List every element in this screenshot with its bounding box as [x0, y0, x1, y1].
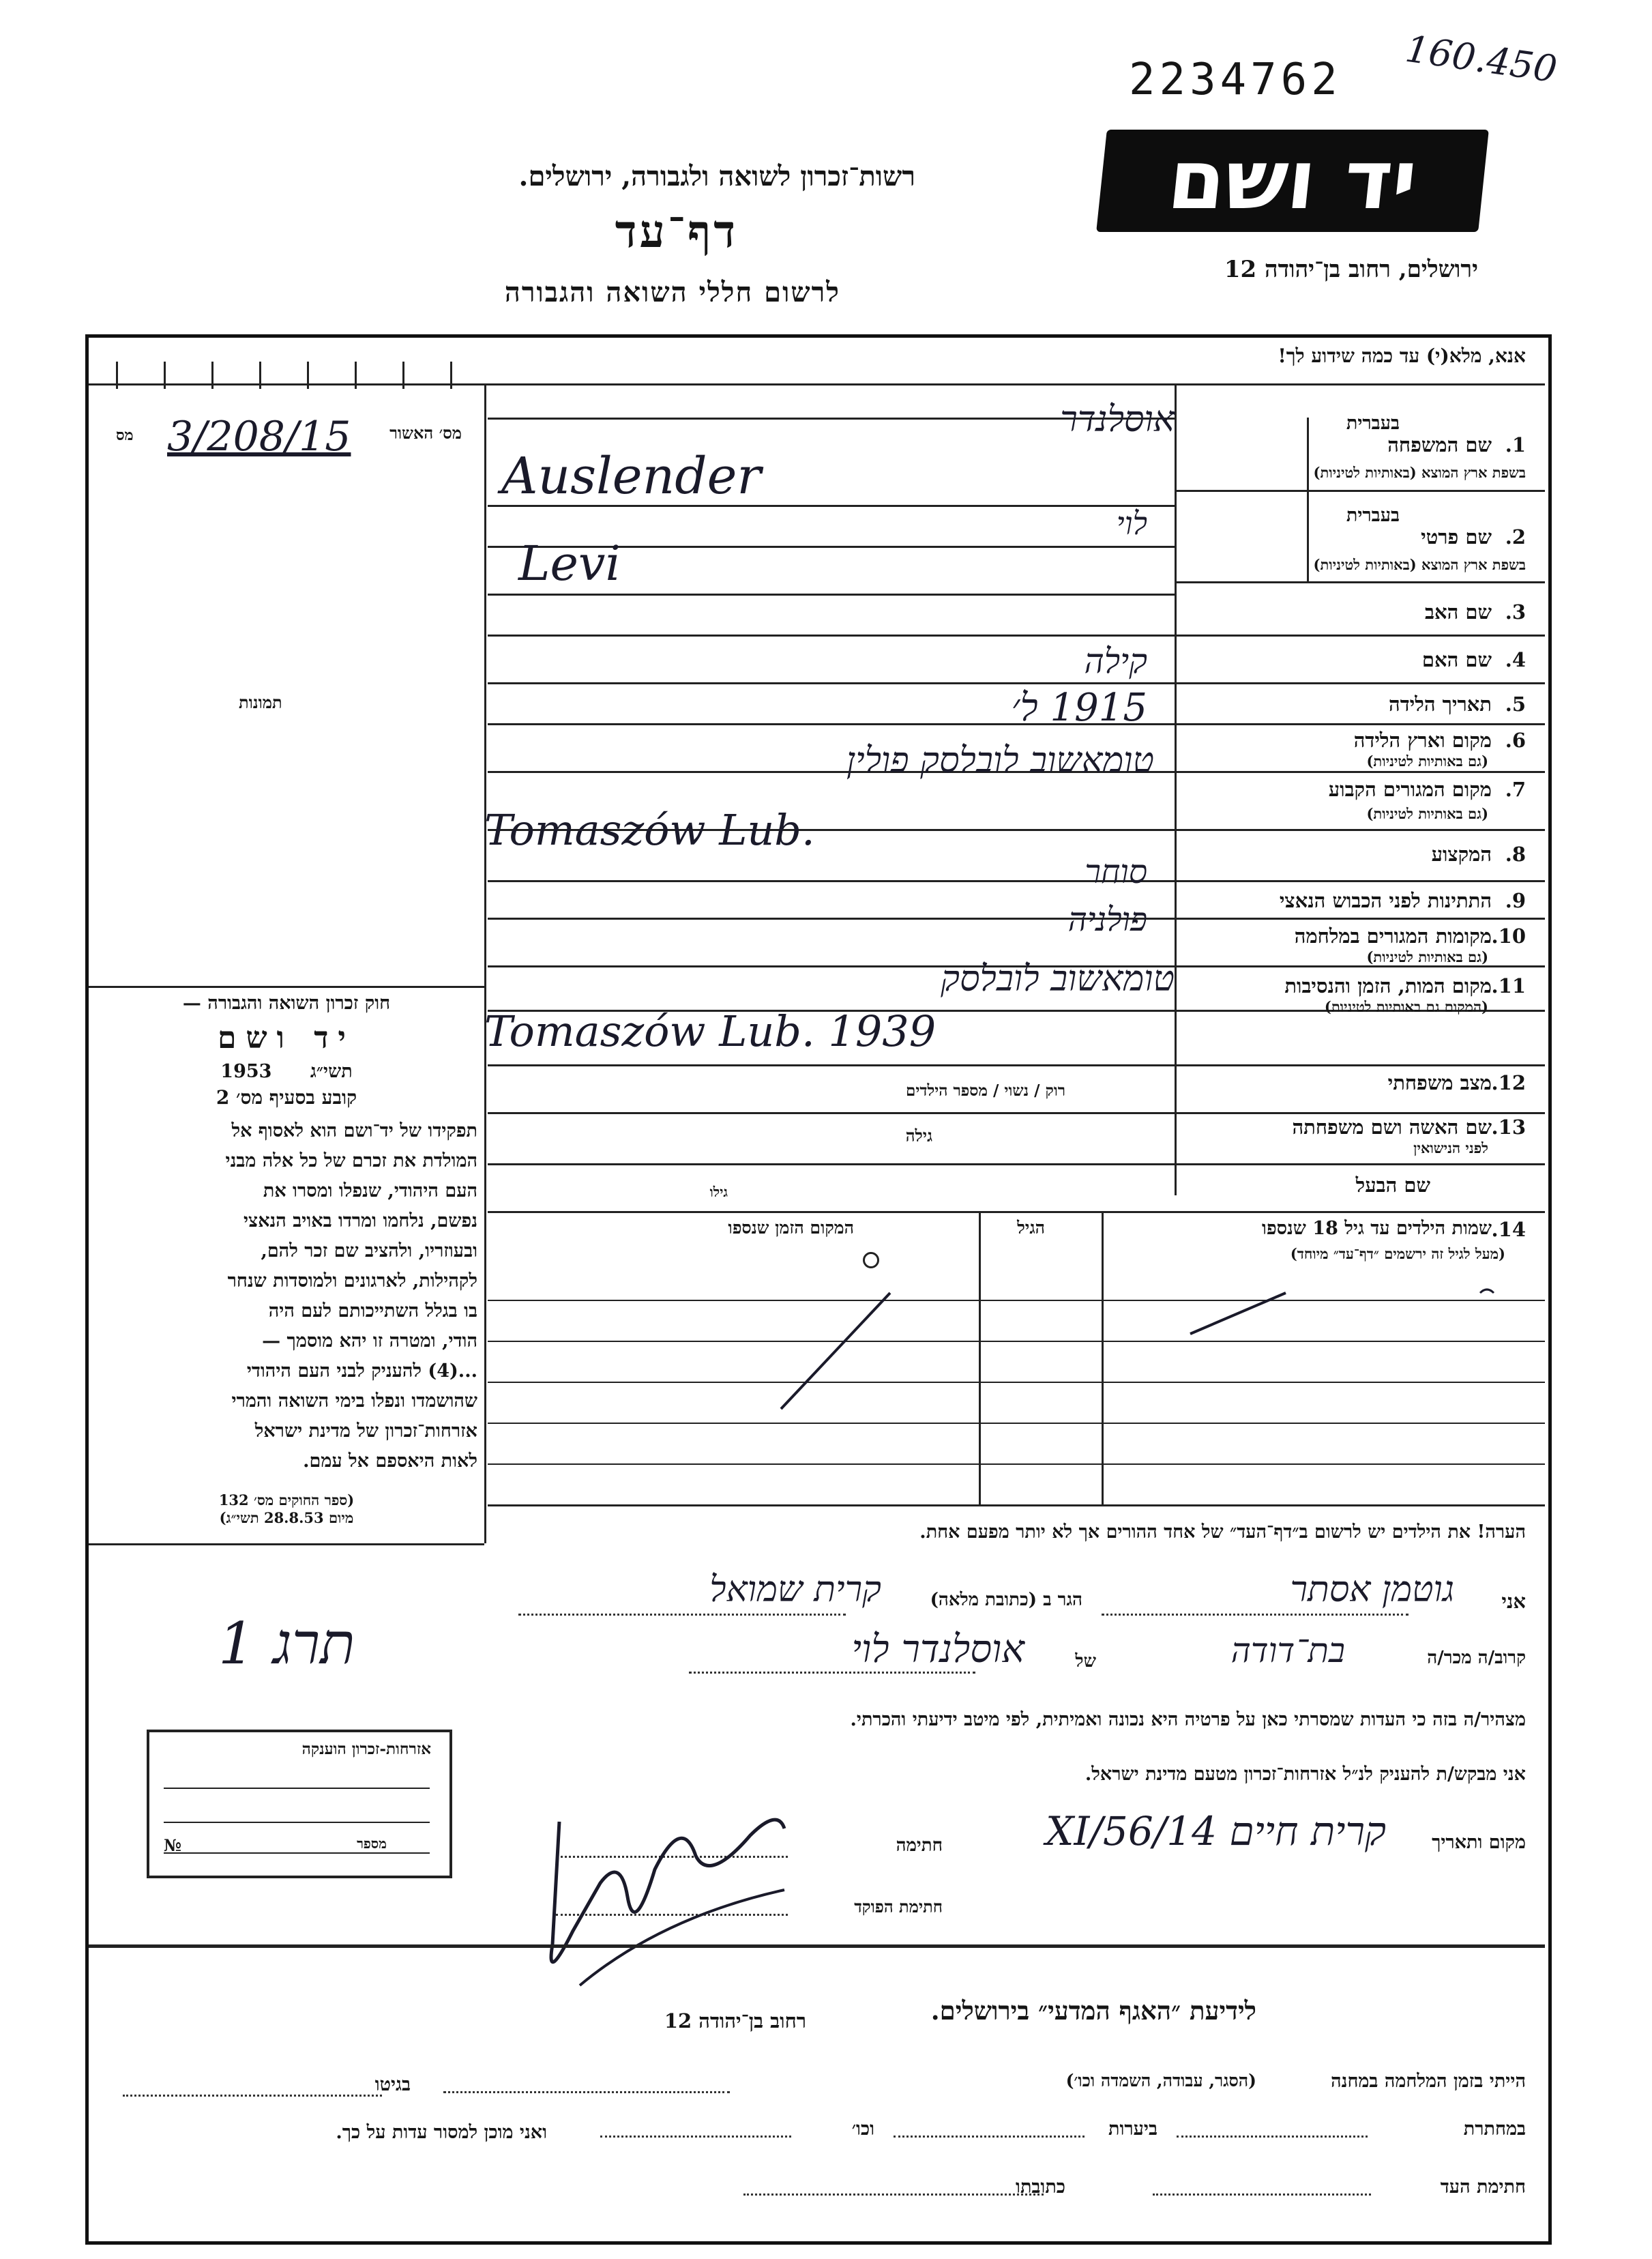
children-num: 14.	[1491, 1218, 1526, 1241]
value-birthdate: 1915 ל׳	[1011, 686, 1147, 730]
children-col-place: המקום הזמן שנספו	[728, 1218, 854, 1238]
bottom-title: לידיעת ״האגף המדעי״ בירושלים.	[930, 1996, 1256, 2026]
field-11-note: (המקום גם באותיות לטיניות)	[1324, 998, 1488, 1015]
field-11-num: 11.	[1491, 974, 1526, 997]
law-ref2: מיום 28.8.53 תשי״ג)	[219, 1509, 354, 1526]
decl-witness-name: גוטמן אסתר	[1290, 1569, 1454, 1610]
decl-relation: בת־דודה	[1230, 1631, 1345, 1670]
field-1-num: 1.	[1505, 433, 1526, 456]
form-number: 2234762	[1129, 55, 1342, 105]
signature	[532, 1801, 818, 2006]
value-wartime-residence: טומאשוב לובלסק	[941, 959, 1175, 1000]
value-death-place: Tomaszów Lub. 1939	[484, 1006, 936, 1056]
bottom-line2-mid: ביערות	[1108, 2118, 1157, 2140]
approval-prefix: מס	[116, 426, 134, 444]
field-7-note: (גם באותיות לטיניות)	[1366, 805, 1488, 822]
field-9-num: 9.	[1505, 889, 1526, 912]
field-3-num: 3.	[1505, 600, 1526, 624]
bottom-addr-label: כתובתו	[1016, 2176, 1065, 2198]
field-5-num: 5.	[1505, 693, 1526, 716]
value-birthplace: טומאשוב לובלסק פולין	[846, 740, 1154, 781]
law-ref1: (ספר החוקים מס׳ 132	[218, 1491, 355, 1509]
value-nationality: פולניה	[1067, 901, 1147, 939]
value-residence: Tomaszów Lub.	[484, 805, 815, 855]
field-2-hebrew-tag: בעברית	[1346, 505, 1400, 526]
field-4-label: שם האם	[1421, 648, 1492, 671]
decl-place-date: קרית חיים 14/XI/56	[1046, 1808, 1386, 1854]
field-4-num: 4.	[1505, 648, 1526, 671]
field-3-label: שם האב	[1424, 600, 1492, 624]
instruction-text: אנא, מלא(י) עד כמה שידוע לך!	[1278, 345, 1526, 367]
field-5-label: תאריך הלידה	[1389, 693, 1492, 716]
handwritten-number: 160.450	[1402, 27, 1560, 91]
field-10-num: 10.	[1491, 924, 1526, 948]
field-7-num: 7.	[1505, 778, 1526, 801]
field-9-label: התתינות לפני הכבוש הנאצי	[1279, 889, 1492, 912]
law-title: חוק זכרון השואה והגבורה —	[182, 993, 391, 1014]
age-label: גילה	[905, 1126, 932, 1146]
decl-official-label: חתימת הפוקד	[854, 1897, 943, 1916]
law-year: 1953	[220, 1061, 272, 1082]
stamp-number-label: מספר	[357, 1835, 387, 1852]
stamp-number-sign: №	[164, 1835, 182, 1855]
approval-number: 3/208/15	[167, 413, 351, 461]
bottom-line1-label: הייתי בזמן המלחמה במחנה	[1331, 2071, 1526, 2092]
field-13-num: 13.	[1491, 1116, 1526, 1139]
decl-place-date-label: מקום ותאריך	[1432, 1832, 1526, 1853]
field-2-latin-tag: בשפת ארץ המוצא (באותיות לטיניות)	[1313, 556, 1526, 573]
approval-label: מס׳ האשור	[389, 423, 462, 443]
children-note: (מעל לגיל זה ירשמים ״דף־עד״ מיוחד)	[1290, 1245, 1505, 1262]
logo-text: יד ושם	[1164, 133, 1422, 228]
children-title: שמות הילדים עד גיל 18 שנספו	[1262, 1218, 1492, 1239]
field-8-num: 8.	[1505, 843, 1526, 866]
law-name: יד ושם	[218, 1021, 355, 1055]
decl-signature-label: חתימה	[896, 1835, 943, 1856]
field-1-label: שם המשפחה	[1387, 433, 1492, 456]
stamp-title: אזרחות-זכרון הוענקה	[301, 1740, 431, 1758]
value-firstname-latin: Levi	[518, 536, 621, 592]
field-12-label: מצב משפחתי	[1387, 1071, 1492, 1094]
bottom-line1-note: (הסגר, עבודה, השמדה וכו׳)	[1065, 2071, 1256, 2090]
value-firstname-hebrew: לוי	[1116, 505, 1147, 542]
bottom-address: רחוב בן־יהודה 12	[664, 2009, 806, 2032]
authority-name: רשות־זכרון לשואה ולגבורה, ירושלים.	[518, 160, 915, 192]
yad-vashem-logo	[1096, 130, 1489, 232]
field-13-note: לפני הנישואין	[1413, 1139, 1488, 1156]
children-cancel-strokes	[488, 1211, 1545, 1504]
husband-label: שם הבעל	[1355, 1174, 1430, 1197]
field-2-label: שם פרטי	[1421, 525, 1492, 549]
value-profession: סוחר	[1085, 853, 1147, 891]
field-11-label: מקום המות, הזמן והנסיבות	[1284, 974, 1492, 997]
field-6-label: מקום וארץ הלידה	[1353, 729, 1492, 752]
decl-declare-text: מצהיר/ה בזה כי העדות שמסרתי כאן על פרטיה היא נכונה ואמיתית, לפי מיטב ידיעתי והכרתי.	[850, 1709, 1526, 1730]
decl-subject: אוסלנדר לוי	[851, 1627, 1024, 1672]
decl-i: אני	[1501, 1590, 1526, 1613]
decl-residing: הגר ב (כתובת מלאה)	[930, 1590, 1082, 1610]
age-label-2: גילו	[709, 1184, 728, 1200]
decl-relative-label: קרוב/ה מכר/ה	[1427, 1648, 1526, 1668]
field-13-label: שם האשה ושם משפחתה	[1292, 1116, 1492, 1139]
law-box	[95, 993, 477, 1527]
children-col-age: הגיל	[1017, 1218, 1045, 1238]
marital-options: רוק / נשוי / מספר הילדים	[906, 1081, 1065, 1100]
decl-witness-address: קרית שמואל	[709, 1569, 881, 1610]
value-surname-hebrew: אוסלנדר	[1060, 399, 1175, 440]
bottom-sig-label: חתימת העד	[1440, 2176, 1526, 2198]
bottom-line1-end: בגיטו	[374, 2074, 411, 2095]
decl-request-text: אני מבקש/ת להעניק לנ״ל אזרחות־זכרון מטעם מדינת ישראל.	[1085, 1764, 1526, 1785]
field-2-num: 2.	[1505, 525, 1526, 549]
bottom-line2-and: וכו׳	[851, 2118, 874, 2140]
page-subtitle: לרשום חללי השואה והגבורה	[504, 276, 840, 308]
decl-margin-mark: תרג 1	[218, 1610, 355, 1677]
field-1-latin-tag: בשפת ארץ המוצא (באותיות לטיניות)	[1313, 464, 1526, 481]
law-text: תפקידו של יד־ושם הוא לאסוף אל המולדת את זכרם של כל אלה מבני העם היהודי, שנפלו ומסרו את נפשם, נלחמו ומרדו באויב הנאצי ובעוזריו, ולהציב שם זכר להם, לקהילות, לארגונים ולמוסדות שנחר בו בגלל השתייכותם לעם היה הודי, ומטרה זו יהא מוסמך — ...(4) להעניק לבני העם היהודי שהושמדו ונפלו בימי השואה והמרי אזרחות־זכרון של מדינת ישראל לאות היאספם אל עמם.	[225, 1120, 477, 1472]
value-surname-latin: Auslender	[501, 447, 761, 506]
field-10-label: מקומות המגורים במלחמה	[1294, 924, 1492, 948]
bottom-line2-end: ואני מוכן למסור עדות על כך.	[336, 2122, 547, 2143]
decl-of-label: של	[1075, 1651, 1096, 1672]
value-mother: קילה	[1084, 641, 1147, 681]
note-text: הערה! את הילדים יש לרשום ב״דף־העד״ של אחד ההורים אך לא יותר מפעם אחת.	[919, 1521, 1526, 1543]
field-10-note: (גם באותיות לטיניות)	[1366, 948, 1488, 965]
photo-label: תמונות	[239, 693, 282, 712]
bottom-line2-start: במחתרת	[1463, 2118, 1526, 2140]
field-7-label: מקום המגורים הקבוע	[1328, 778, 1492, 801]
header-address: ירושלים, רחוב בן־יהודה 12	[1224, 256, 1478, 283]
field-6-note: (גם באותיות לטיניות)	[1366, 753, 1488, 770]
field-6-num: 6.	[1505, 729, 1526, 752]
field-1-hebrew-tag: בעברית	[1346, 413, 1400, 434]
field-8-label: המקצוע	[1431, 843, 1492, 866]
field-12-num: 12.	[1491, 1071, 1526, 1094]
law-clause: קובע בסעיף מס׳ 2	[216, 1086, 357, 1109]
page-title: דף־עד	[615, 205, 738, 258]
law-year-hebrew: תשי״ג	[310, 1061, 353, 1082]
